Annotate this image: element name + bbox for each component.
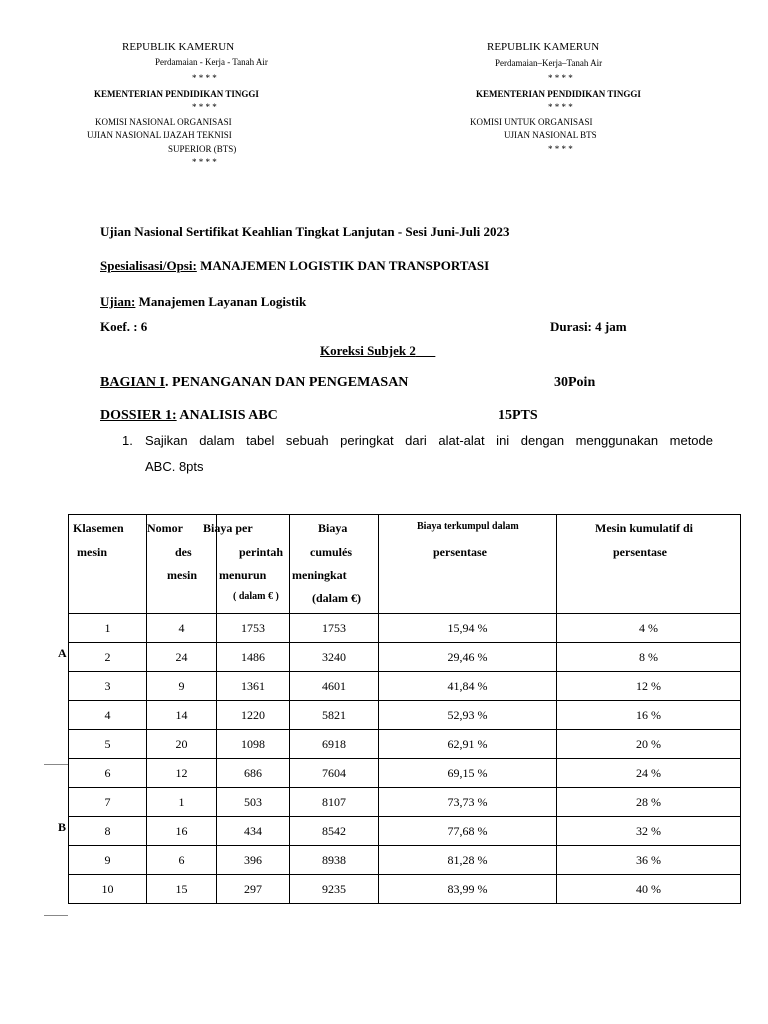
table-cell: 4 %: [557, 614, 741, 643]
table-cell: 9: [147, 672, 217, 701]
table-cell: 62,91 %: [379, 730, 557, 759]
table-cell: 1220: [217, 701, 290, 730]
header-left-commission-1: KOMISI NASIONAL ORGANISASI: [95, 117, 232, 127]
table-row: [69, 759, 741, 788]
table-row: [69, 788, 741, 817]
header-left-ministry: KEMENTERIAN PENDIDIKAN TINGGI: [94, 89, 259, 99]
header-biaya-cumules: [290, 515, 379, 614]
bagian-points: 30Poin: [554, 375, 596, 390]
table-cell: 3: [69, 672, 147, 701]
table-cell: 6: [69, 759, 147, 788]
table-cell: 7: [69, 788, 147, 817]
table-cell: 1486: [217, 643, 290, 672]
header-klasemen-line1: Klasemen: [73, 521, 124, 535]
header-left-stars-2: * * * *: [192, 102, 217, 112]
table-cell: 14: [147, 701, 217, 730]
table-cell: 2: [69, 643, 147, 672]
table-cell: 15: [147, 875, 217, 904]
table-row: [69, 672, 741, 701]
exam-title: Ujian Nasional Sertifikat Keahlian Tingkat Lanjutan - Sesi Juni-Juli 2023: [100, 224, 510, 239]
table-row: [69, 817, 741, 846]
header-right-country: REPUBLIK KAMERUN: [487, 41, 600, 53]
table-cell: 20 %: [557, 730, 741, 759]
table-cell: 77,68 %: [379, 817, 557, 846]
table-cell: 5821: [290, 701, 379, 730]
table-cell: 10: [69, 875, 147, 904]
table-cell: 40 %: [557, 875, 741, 904]
table-cell: 41,84 %: [379, 672, 557, 701]
table-cell: 4: [69, 701, 147, 730]
table-cell: 8938: [290, 846, 379, 875]
table-cell: 15,94 %: [379, 614, 557, 643]
header-nomor-line1: Nomor: [147, 521, 183, 535]
table-cell: 7604: [290, 759, 379, 788]
question-line-1: Sajikan dalam tabel sebuah peringkat dari alat-alat ini dengan menggunakan metode: [145, 433, 713, 448]
class-a-separator: [44, 764, 68, 765]
table-cell: 8107: [290, 788, 379, 817]
class-b-label: B: [58, 820, 67, 834]
table-cell: 12: [147, 759, 217, 788]
header-biaya-per-line1: Biaya per: [203, 521, 253, 535]
table-row: [69, 701, 741, 730]
table-cell: 686: [217, 759, 290, 788]
header-right-motto: Perdamaian–Kerja–Tanah Air: [495, 58, 603, 68]
table-cell: 83,99 %: [379, 875, 557, 904]
table-cell: 1753: [217, 614, 290, 643]
koreksi-subjek-text: Koreksi Subjek 2: [320, 343, 416, 358]
header-biaya-terkumpul-line2: persentase: [433, 545, 487, 559]
bagian-label: BAGIAN I: [100, 375, 165, 390]
table-cell: 20: [147, 730, 217, 759]
table-cell: 32 %: [557, 817, 741, 846]
table-cell: 434: [217, 817, 290, 846]
table-cell: 16: [147, 817, 217, 846]
bagian-heading: [100, 375, 408, 391]
table-row: [69, 614, 741, 643]
table-cell: 4: [147, 614, 217, 643]
header-nomor-line2: des: [175, 545, 192, 559]
specialization-label: Spesialisasi/Opsi:: [100, 258, 197, 273]
header-left-commission-3: SUPERIOR (BTS): [168, 144, 237, 154]
table-cell: 4601: [290, 672, 379, 701]
header-biaya-cumules-line2: cumulés: [310, 545, 352, 559]
table-cell: 12 %: [557, 672, 741, 701]
abc-analysis-table: [68, 514, 741, 904]
dossier-rest: ANALISIS ABC: [176, 408, 278, 423]
dossier-label: DOSSIER 1:: [100, 408, 177, 423]
header-left-commission-2: UJIAN NASIONAL IJAZAH TEKNISI: [87, 130, 232, 140]
header-mesin-kumulatif-line1: Mesin kumulatif di: [595, 521, 694, 535]
question-number: 1.: [122, 433, 133, 448]
header-left-stars-1: * * * *: [192, 73, 217, 83]
table-cell: 24 %: [557, 759, 741, 788]
table-cell: 36 %: [557, 846, 741, 875]
durasi: Durasi: 4 jam: [550, 319, 627, 334]
table-cell: 28 %: [557, 788, 741, 817]
table-row: [69, 846, 741, 875]
header-biaya-per-line4: ( dalam € ): [233, 591, 279, 602]
table-cell: 69,15 %: [379, 759, 557, 788]
header-right-stars-3: * * * *: [548, 144, 573, 154]
table-cell: 8542: [290, 817, 379, 846]
header-right-stars-1: * * * *: [548, 73, 573, 83]
table-cell: 5: [69, 730, 147, 759]
header-klasemen: [69, 515, 147, 614]
table-cell: 8 %: [557, 643, 741, 672]
specialization-value: MANAJEMEN LOGISTIK DAN TRANSPORTASI: [196, 258, 490, 273]
header-left-country: REPUBLIK KAMERUN: [122, 41, 235, 53]
header-biaya-cumules-line3: meningkat: [292, 568, 347, 582]
table-cell: 396: [217, 846, 290, 875]
table-row: [69, 875, 741, 904]
table-cell: 503: [217, 788, 290, 817]
header-right-commission-1: KOMISI UNTUK ORGANISASI: [470, 117, 593, 127]
header-biaya-per-line2: perintah: [239, 545, 284, 559]
table-cell: 24: [147, 643, 217, 672]
table-cell: 1753: [290, 614, 379, 643]
header-biaya-per-line3: menurun: [219, 568, 267, 582]
specialization-line: [100, 258, 489, 274]
table-cell: 29,46 %: [379, 643, 557, 672]
dossier-points: 15PTS: [498, 408, 538, 423]
ujian-value: Manajemen Layanan Logistik: [135, 294, 307, 309]
ujian-line: [100, 294, 306, 310]
header-biaya-terkumpul: [379, 515, 557, 614]
table-cell: 3240: [290, 643, 379, 672]
table-cell: 297: [217, 875, 290, 904]
ujian-label: Ujian:: [100, 294, 136, 309]
question-line-2: ABC. 8pts: [145, 459, 204, 474]
table-cell: 6918: [290, 730, 379, 759]
table-cell: 6: [147, 846, 217, 875]
table-cell: 16 %: [557, 701, 741, 730]
table-cell: 9235: [290, 875, 379, 904]
header-biaya-per: [203, 515, 290, 614]
table-cell: 52,93 %: [379, 701, 557, 730]
table-cell: 1361: [217, 672, 290, 701]
header-biaya-terkumpul-line1: Biaya terkumpul dalam: [417, 521, 519, 532]
koefisien: Koef. : 6: [100, 319, 148, 334]
table-cell: 1098: [217, 730, 290, 759]
class-b-separator: [44, 915, 68, 916]
header-biaya-cumules-line1: Biaya: [318, 521, 348, 535]
header-nomor-line3: mesin: [167, 568, 197, 582]
header-right-ministry: KEMENTERIAN PENDIDIKAN TINGGI: [476, 89, 641, 99]
table-row: [69, 643, 741, 672]
class-a-label: A: [58, 646, 67, 660]
header-mesin-kumulatif-line2: persentase: [613, 545, 667, 559]
table-cell: 9: [69, 846, 147, 875]
header-biaya-cumules-line4: (dalam €): [312, 591, 361, 605]
table-cell: 8: [69, 817, 147, 846]
header-left-stars-3: * * * *: [192, 157, 217, 167]
header-right-commission-2: UJIAN NASIONAL BTS: [504, 130, 597, 140]
header-right-stars-2: * * * *: [548, 102, 573, 112]
table-row: [69, 730, 741, 759]
table-cell: 73,73 %: [379, 788, 557, 817]
header-klasemen-line2: mesin: [77, 545, 107, 559]
table-header-row: [69, 515, 741, 614]
koreksi-subjek-title: [320, 343, 435, 359]
table-cell: 81,28 %: [379, 846, 557, 875]
bagian-rest: . PENANGANAN DAN PENGEMASAN: [164, 375, 409, 390]
table-cell: 1: [69, 614, 147, 643]
header-left-motto: Perdamaian - Kerja - Tanah Air: [155, 57, 268, 67]
table-cell: 1: [147, 788, 217, 817]
header-mesin-kumulatif: [557, 515, 741, 614]
dossier-heading: [100, 408, 278, 424]
